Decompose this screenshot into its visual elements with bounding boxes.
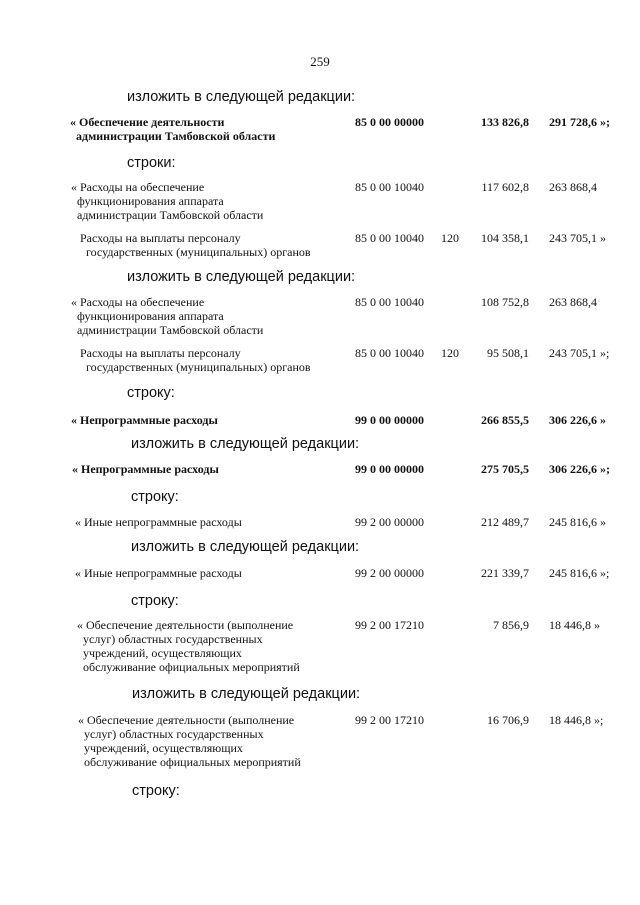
instruction-heading: изложить в следующей редакции: — [132, 686, 361, 702]
amount-2023: 243 705,1 »; — [549, 346, 610, 360]
instruction-heading: изложить в следующей редакции: — [131, 436, 360, 452]
row-name-line: учреждений, осуществляющих — [84, 741, 243, 755]
amount-2023: 243 705,1 » — [549, 231, 606, 245]
target-article-code: 85 0 00 10040 — [355, 295, 424, 309]
amount-2023: 245 816,6 » — [549, 515, 606, 529]
row-name — [71, 295, 263, 337]
target-article-code: 85 0 00 10040 — [355, 346, 424, 360]
amount-2022: 212 489,7 — [481, 515, 529, 529]
instruction-heading: строку: — [131, 489, 179, 505]
row-name-line: « Непрограммные расходы — [71, 413, 218, 427]
amount-2023: 245 816,6 »; — [549, 566, 610, 580]
row-name-line: « Обеспечение деятельности (выполнение — [78, 713, 295, 727]
amount-2023: 306 226,6 » — [549, 413, 606, 427]
row-name — [80, 231, 311, 259]
row-name-line: услуг) областных государственных — [83, 632, 263, 646]
target-article-code: 99 2 00 00000 — [355, 515, 424, 529]
row-name-line: обслуживание официальных мероприятий — [84, 755, 301, 769]
amount-2023: 306 226,6 »; — [549, 462, 610, 476]
amount-2022: 104 358,1 — [481, 231, 529, 245]
amount-2022: 275 705,5 — [481, 462, 529, 476]
amount-2023: 263 868,4 — [549, 180, 597, 194]
row-name-line: услуг) областных государственных — [84, 727, 264, 741]
row-name-line: функционирования аппарата — [77, 194, 224, 208]
row-name — [70, 115, 275, 143]
row-name-line: « Иные непрограммные расходы — [75, 566, 242, 580]
target-article-code: 85 0 00 10040 — [355, 180, 424, 194]
target-article-code: 99 2 00 17210 — [355, 713, 424, 727]
row-name-line: « Иные непрограммные расходы — [75, 515, 242, 529]
amount-2022: 221 339,7 — [481, 566, 529, 580]
row-name-line: « Непрограммные расходы — [72, 462, 219, 476]
expense-type-code: 120 — [441, 231, 459, 245]
row-name — [71, 413, 218, 427]
instruction-heading: строку: — [127, 385, 175, 401]
row-name-line: функционирования аппарата — [77, 309, 224, 323]
target-article-code: 99 0 00 00000 — [355, 462, 424, 476]
instruction-heading: изложить в следующей редакции: — [131, 539, 360, 555]
row-name — [80, 346, 311, 374]
row-name-line: администрации Тамбовской области — [77, 208, 264, 222]
row-name — [78, 713, 301, 769]
amount-2022: 16 706,9 — [487, 713, 529, 727]
target-article-code: 99 0 00 00000 — [355, 413, 424, 427]
target-article-code: 99 2 00 00000 — [355, 566, 424, 580]
amount-2023: 18 446,8 » — [549, 618, 600, 632]
instruction-heading: изложить в следующей редакции: — [127, 89, 356, 105]
instruction-heading: строку: — [132, 783, 180, 799]
target-article-code: 85 0 00 10040 — [355, 231, 424, 245]
row-name — [77, 618, 300, 674]
row-name — [72, 462, 219, 476]
row-name-line: « Расходы на обеспечение — [71, 180, 205, 194]
instruction-heading: строку: — [131, 593, 179, 609]
row-name-line: государственных (муниципальных) органов — [86, 360, 311, 374]
target-article-code: 85 0 00 00000 — [355, 115, 424, 129]
amount-2022: 266 855,5 — [481, 413, 529, 427]
row-name-line: Расходы на выплаты персоналу — [80, 346, 241, 360]
amount-2023: 263 868,4 — [549, 295, 597, 309]
row-name-line: администрации Тамбовской области — [76, 129, 276, 143]
row-name-line: администрации Тамбовской области — [77, 323, 264, 337]
row-name — [71, 180, 263, 222]
instruction-heading: изложить в следующей редакции: — [127, 269, 356, 285]
row-name-line: государственных (муниципальных) органов — [86, 245, 311, 259]
instruction-heading: строки: — [127, 155, 176, 171]
amount-2022: 108 752,8 — [481, 295, 529, 309]
amount-2022: 117 602,8 — [481, 180, 529, 194]
amount-2023: 291 728,6 »; — [549, 115, 610, 129]
row-name-line: « Обеспечение деятельности (выполнение — [77, 618, 294, 632]
row-name-line: Расходы на выплаты персоналу — [80, 231, 241, 245]
amount-2023: 18 446,8 »; — [549, 713, 604, 727]
row-name-line: учреждений, осуществляющих — [83, 646, 242, 660]
row-name — [75, 515, 242, 529]
expense-type-code: 120 — [441, 346, 459, 360]
amount-2022: 133 826,8 — [481, 115, 529, 129]
page-number: 259 — [310, 54, 330, 69]
amount-2022: 95 508,1 — [487, 346, 529, 360]
row-name-line: « Обеспечение деятельности — [70, 115, 225, 129]
row-name — [75, 566, 242, 580]
amount-2022: 7 856,9 — [493, 618, 529, 632]
target-article-code: 99 2 00 17210 — [355, 618, 424, 632]
row-name-line: « Расходы на обеспечение — [71, 295, 205, 309]
row-name-line: обслуживание официальных мероприятий — [83, 660, 300, 674]
